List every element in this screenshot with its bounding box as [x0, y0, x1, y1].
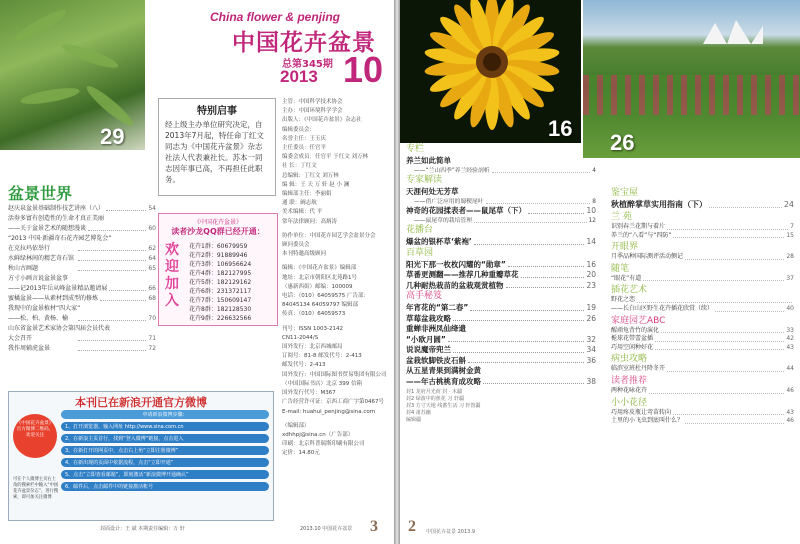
weibo-step: 3、在新打开的网页中，点击右上角“立即注册微博” — [61, 446, 269, 455]
notice-title: 特别启事 — [197, 106, 237, 117]
side-entry-title: “眼花”有道 — [611, 274, 642, 282]
dot-leader — [486, 198, 591, 205]
toc-entry-page: 72 — [148, 345, 157, 352]
article-title: 几种耐热栽苗的盆栽观赏植物 — [406, 280, 504, 290]
qq-group-box — [158, 213, 278, 326]
article-entry — [406, 270, 596, 281]
article-title: 说说魔帝兜兰 — [406, 345, 451, 354]
side-entry — [611, 387, 794, 396]
toc-entry-title: 山东省盆景艺术家协会第四届会员代表 — [8, 325, 111, 332]
toc-entry-page: 62 — [148, 245, 157, 252]
credit-line: 封4 莆苏幽 — [406, 410, 431, 416]
dot-leader — [508, 260, 585, 268]
left-footer-right: 2013.10 中国花卉盆景 — [300, 526, 353, 532]
left-footer: 封面设计：王 斌 本期责任编辑：万 轩 — [100, 526, 185, 532]
dot-leader — [453, 345, 584, 353]
toc-entry — [8, 294, 156, 304]
qq-group: 花卉5群：182129162 — [189, 279, 252, 286]
article-page: 36 — [586, 355, 596, 365]
side-entry-title: 秋植醉掌草实用指南（下） — [611, 200, 707, 209]
left-page-number: 3 — [370, 518, 378, 535]
dot-leader — [470, 303, 584, 311]
credit-line: 编辑疆 — [406, 417, 422, 423]
article-entry — [406, 335, 596, 346]
qq-group: 花卉6群：231372117 — [189, 288, 252, 295]
toc-entry-page: 71 — [148, 335, 157, 342]
right-page-number: 2 — [408, 518, 416, 535]
special-notice — [158, 98, 276, 196]
side-toc — [611, 186, 794, 426]
side-entry-page: 43 — [786, 343, 794, 351]
article-page: 20 — [586, 270, 596, 279]
side-entry — [611, 253, 794, 262]
credit-line: 封1 龙府月光荷 封 · 木疆 — [406, 389, 463, 395]
toc-entry-title: 秋山古画题 — [8, 265, 39, 272]
staff-line: CN11-2044/S — [282, 334, 319, 341]
photo-page-number-1: 16 — [548, 116, 573, 141]
side-category: 家庭园艺ABC — [611, 315, 666, 326]
article-title: 草莓盆栽攻略 — [406, 313, 451, 323]
side-entry-page: 24 — [783, 200, 794, 209]
weibo-title: 本刊已在新浪开通官方微博 — [75, 396, 207, 409]
toc-entry — [8, 214, 156, 224]
staff-line: 常年法律顾问：高炳涛 — [282, 218, 338, 225]
issue-number: 总第345期 — [282, 59, 333, 70]
left-page — [0, 0, 394, 544]
staff-line: 84045134 64059797 编辑部 — [282, 302, 358, 309]
staff-line: 出版人：《中国花卉盆景》杂志社 — [282, 117, 362, 124]
toc-entry — [8, 224, 156, 234]
side-entry-title: 栀球花带蕾盆插 — [611, 335, 654, 343]
article-entry — [406, 156, 596, 167]
article-page: 38 — [586, 376, 596, 386]
toc-entry-page: 70 — [148, 315, 157, 322]
subtitle-page: 8 — [592, 198, 596, 205]
side-entry-title: ——长白山区野生花卉插花欣赏（续） — [611, 304, 714, 312]
side-entry-page: 7 — [790, 223, 794, 230]
toc-entry — [8, 234, 156, 244]
dot-leader — [655, 344, 784, 351]
toc-entry-title: 我作周辅虎盆景 — [8, 345, 51, 352]
side-category: 开眼界 — [611, 242, 639, 253]
side-category: 小小花径 — [611, 397, 648, 408]
dot-leader — [474, 217, 587, 224]
masthead-chinese: 中国花卉盆景 — [232, 30, 376, 56]
side-category: 随笔 — [611, 263, 630, 274]
staff-line: 国外发行代号：M367 — [282, 390, 336, 397]
dot-leader — [468, 356, 584, 364]
dot-leader — [643, 275, 784, 282]
notice-body: 经上级主办单位研究决定，自2013年7月起，特任命丁红文同志为《中国花卉盆景》杂志社法人代表兼社长。苏本一同志因年事已高，不再担任此职务。 — [165, 120, 264, 184]
side-entry-title: 识别春兰花期与着片 — [611, 223, 666, 230]
qq-welcome: 欢迎加入 — [165, 242, 179, 309]
side-entry — [611, 275, 794, 284]
masthead-english: China flower & penjing — [210, 10, 341, 24]
dot-leader — [78, 264, 146, 271]
dot-leader — [106, 204, 146, 211]
side-category: 鉴宝屋 — [611, 188, 639, 198]
photo-page-number-2: 26 — [610, 130, 635, 155]
side-entry-page: 28 — [786, 253, 794, 261]
staff-line: 传真：（010）64059573 — [282, 311, 346, 318]
toc-entry — [8, 304, 156, 314]
toc-entry — [8, 254, 156, 264]
dot-leader — [637, 296, 792, 303]
weibo-step: 申请新浪微博步骤： — [61, 410, 269, 419]
article-entry — [406, 281, 596, 292]
side-entry — [611, 335, 794, 344]
dot-leader — [88, 224, 146, 231]
staff-line: 编 辑：王 天 万 轩 赵 小 澜 — [282, 181, 350, 188]
toc-section-title: 专家解读 — [406, 175, 443, 185]
toc-entry-page: 66 — [148, 285, 156, 292]
staff-line: 协作单位：中国花卉园艺学会盆景分会 — [282, 232, 376, 239]
side-entry-title: 醒顽龟背竹的演化 — [611, 326, 660, 334]
weibo-step: 6、邮件后，点击邮件中的链接激活帐号 — [61, 482, 269, 491]
side-category: 插花艺术 — [611, 285, 648, 296]
staff-line: 订阅号：81-8 邮发代号：2-413 — [282, 353, 362, 360]
article-entry — [406, 345, 596, 356]
dot-leader — [492, 167, 591, 174]
dot-leader — [655, 335, 784, 342]
dot-leader — [483, 377, 584, 385]
staff-line: （编辑部） — [282, 422, 310, 429]
side-entry-title: 临滨室班杜丹降冬开 — [611, 365, 666, 373]
toc-entry-page: 65 — [148, 265, 157, 272]
right-page — [400, 0, 800, 544]
toc-entry-title: ——松、柏、黄杨、榆 — [8, 315, 69, 322]
side-entry — [611, 327, 794, 336]
dot-leader — [685, 417, 784, 424]
dot-leader — [673, 232, 784, 239]
article-page: 23 — [586, 280, 596, 290]
staff-line: 编辑：《中国花卉盆景》编辑部 — [282, 265, 357, 272]
side-entry-page: 42 — [786, 335, 794, 343]
staff-line: xdhhpj@sina.cn（广告部） — [282, 431, 354, 438]
article-title: 阳光下那一枚枚闪耀的“勋章” — [406, 259, 506, 269]
toc-section-title: 专栏 — [406, 144, 425, 154]
article-page: 32 — [586, 334, 596, 344]
article-page: 34 — [586, 345, 596, 354]
issue-year: 2013 — [280, 67, 318, 86]
article-entry — [406, 187, 596, 198]
side-category: 兰 苑 — [611, 212, 632, 222]
side-entry-title: 野花之恋 — [611, 296, 636, 304]
article-title: 天涯何处无芳草 — [406, 187, 459, 196]
main-toc — [406, 144, 596, 424]
article-entry — [406, 377, 596, 388]
toc-entry-title: 我现中的盆景植材“四大家” — [8, 305, 81, 312]
subtitle-text: ——借广泛应用的蜀楔尾叶 — [414, 198, 484, 205]
article-entry — [406, 260, 596, 271]
toc-entry-page: 64 — [148, 255, 157, 262]
side-entry — [611, 365, 794, 374]
dot-leader — [78, 254, 146, 261]
qq-group-list — [189, 242, 251, 323]
toc-entry-title: “2013 中国·新疆奇石花卉园艺博览会” — [8, 235, 112, 242]
toc-entry-title: 大会召开 — [8, 335, 33, 342]
dot-leader — [100, 294, 146, 301]
staff-line: 美术编辑：代 平 — [282, 209, 323, 216]
article-page: 26 — [586, 313, 596, 323]
side-entry-page: 43 — [786, 408, 794, 416]
staff-line: 主办：中国环境科学学会 — [282, 108, 343, 115]
cover-credits — [406, 389, 596, 424]
side-entry-title: 两种花咏花卉 — [611, 386, 648, 394]
side-entry — [611, 296, 794, 305]
side-entry-page: 15 — [786, 231, 794, 239]
toc-entry-title: ——关于盆景艺术的随想漫谈 — [8, 225, 87, 232]
staff-line: 总编辑：丁红文 刘万林 — [282, 172, 339, 179]
toc-entry-title: 水鲜绿林间的精艺奇石馆 — [8, 255, 75, 262]
side-entry — [611, 232, 794, 241]
staff-line: 主任委员：任官平 — [282, 145, 327, 152]
article-entry — [406, 356, 596, 367]
toc-entry-title: 活券多富有创造性的生命才真正美丽 — [8, 215, 105, 222]
weibo-step: 1、打开浏览器，输入网址 http://www.sina.com.cn — [61, 422, 269, 431]
article-subtitle — [406, 167, 596, 176]
qq-title: 《中国花卉盆景》 — [193, 219, 242, 226]
dot-leader — [506, 281, 585, 289]
article-title: 爆盆的银杯草‘紫袍’ — [406, 237, 472, 246]
qq-group: 花卉3群：106956624 — [189, 261, 252, 268]
side-entry — [611, 344, 794, 353]
staff-line: （惠新西街）邮编：100009 — [282, 283, 353, 290]
toc-entry — [8, 334, 156, 344]
toc-entry — [8, 204, 156, 214]
weibo-bubble: 《中国花卉盆景》官方微博二维码，欢迎关注 — [13, 414, 57, 458]
side-entry-page: 44 — [786, 365, 794, 373]
side-entry-page: 40 — [786, 304, 794, 312]
toc-entry-page: 68 — [148, 295, 156, 302]
qq-group: 花卉1群：60679959 — [189, 243, 248, 250]
dot-leader — [78, 244, 146, 251]
toc-entry — [8, 264, 156, 274]
dot-leader — [109, 284, 146, 291]
dot-leader — [715, 305, 784, 312]
toc-entry-page: 60 — [148, 225, 156, 232]
staff-line: 主管：中国科学技术协会 — [282, 99, 343, 105]
staff-line: 刊号：ISSN 1003-2142 — [282, 325, 343, 332]
weibo-steps — [61, 410, 269, 494]
article-subtitle — [406, 198, 596, 207]
article-title: 年宵花的“第二春” — [406, 303, 469, 312]
article-page: 16 — [586, 259, 596, 269]
toc-section-title: 高手秘笈 — [406, 291, 443, 301]
toc-entry — [8, 344, 156, 354]
staff-line: 电话：（010）64059575 广告部： — [282, 293, 369, 300]
staff-line: 编委会成员：任官平 于红文 刘万林 — [282, 154, 368, 161]
dot-leader — [661, 327, 784, 334]
side-entry — [611, 417, 794, 426]
staff-line: E-mail: huahui_penjing@sina.com — [282, 408, 376, 415]
weibo-box — [8, 391, 274, 521]
staff-line: 通 联：阚志航 — [282, 200, 317, 207]
staff-line: 定价：14.80元 — [282, 450, 320, 457]
staff-line: 本刊特邀高级顾问 — [282, 251, 327, 258]
toc-entry — [8, 324, 156, 334]
photo-page-number: 29 — [100, 124, 125, 149]
masthead-staff-list — [282, 98, 392, 459]
toc-entry-title: 在克拉玛依举行 — [8, 245, 51, 252]
side-entry-page: 37 — [786, 274, 794, 282]
staff-line: 顾问委员会 — [282, 242, 310, 249]
side-entry-page: 33 — [786, 326, 794, 334]
article-page: 19 — [586, 303, 596, 312]
credit-line: 封3 方寸天地 线蓄生活 习 轩馆疆 — [406, 403, 481, 409]
subtitle-text: ——“兰山四季”养兰经验剖析 — [414, 167, 490, 174]
qq-group: 花卉9群：226632566 — [189, 315, 252, 322]
article-title: 盆栽软脚铁皮石斛 — [406, 355, 466, 365]
article-title: 从五星青果到满树金黄 — [406, 366, 481, 375]
article-entry — [406, 366, 596, 377]
staff-line: （中国国际书店）北京 399 信箱 — [282, 380, 362, 387]
side-category: 病虫攻略 — [611, 354, 648, 365]
article-entry — [406, 237, 596, 248]
side-entry-title: 巧用疼皮瓶让弯苗转向 — [611, 408, 672, 416]
subtitle-page: 4 — [592, 167, 596, 174]
side-entry-page: 46 — [786, 417, 794, 425]
right-footer: 中国花卉盆景 2013.9 — [426, 529, 476, 535]
credit-line: 封2 绿波中的蕉花 习 轩疆 — [406, 396, 464, 402]
dot-leader — [709, 199, 782, 208]
side-entry — [611, 199, 794, 210]
side-entry — [611, 223, 794, 232]
section-title-penjing-world: 盆景世界 — [8, 184, 73, 203]
article-entry — [406, 303, 596, 314]
qq-group: 花卉7群：150609147 — [189, 297, 252, 304]
qq-group: 花卉8群：182128530 — [189, 306, 252, 313]
qq-group: 花卉4群：182127995 — [189, 270, 252, 277]
staff-line: 名誉主任：王玉庆 — [282, 135, 327, 142]
side-entry-title: 土里的小飞虫到底叫什么？ — [611, 417, 684, 425]
article-entry — [406, 206, 596, 217]
toc-entry — [8, 274, 156, 284]
dot-leader — [448, 335, 585, 343]
issue-month: 10 — [343, 49, 384, 90]
article-entry — [406, 324, 596, 335]
article-title: 养兰如此简单 — [406, 156, 451, 165]
side-entry-page: 46 — [786, 386, 794, 394]
toc-entry-title: ——记2013年岳从峰盆景精品邀请展 — [8, 285, 108, 292]
qq-group: 花卉2群：91889946 — [189, 252, 248, 259]
penjing-toc — [8, 204, 156, 354]
dot-leader — [521, 270, 585, 278]
side-entry-title: 月季品种国际测评活动侧记 — [611, 253, 684, 261]
toc-entry — [8, 314, 156, 324]
dot-leader — [649, 387, 784, 394]
staff-line: 国外发行：北京西城邮局 — [282, 344, 343, 351]
dot-leader — [78, 344, 146, 351]
weibo-note: 可在个人微博主页右上角的搜索栏中输入“中国花卉盆景杂志”，进行搜索，即可加关注微博 — [13, 477, 59, 500]
article-title: 重蝉非洲凤仙绛遗 — [406, 324, 466, 333]
side-entry — [611, 305, 794, 314]
dot-leader — [453, 314, 584, 322]
article-title: 神奇的花园揉表者——鼠尾草（下） — [406, 206, 526, 215]
toc-entry-title: 赵庆泉盆景基础制作技艺讲座（八） — [8, 205, 105, 212]
staff-line: 社 长：丁红文 — [282, 163, 317, 170]
staff-line: 邮发代号：2-413 — [282, 362, 326, 369]
dot-leader — [528, 206, 584, 214]
qq-subtitle: 读者沙龙QQ群已经开通： — [171, 227, 265, 236]
side-entry-title: 养兰的“八看”与“四防” — [611, 231, 672, 239]
weibo-step: 4、在新出现的页面中依据流程，点击“立即开通” — [61, 458, 269, 467]
article-title: ——年古桃桃育成攻略 — [406, 376, 481, 386]
toc-section-title: 百草园 — [406, 247, 434, 258]
dot-leader — [667, 223, 788, 230]
dot-leader — [78, 334, 146, 341]
article-entry — [406, 314, 596, 325]
staff-line: 国外发行：中国国际图书贸易集团有限公司 — [282, 371, 387, 378]
article-page: 14 — [586, 237, 596, 246]
staff-line: 编辑部主任：李丽娟 — [282, 191, 332, 198]
toc-entry-title: 方寸小画言说盆景盆事 — [8, 275, 69, 282]
staff-line: 地址：北京市朝阳区北苑路1号 — [282, 274, 358, 281]
dot-leader — [78, 314, 146, 321]
staff-line: 广告经营许可证：京西工商广字第0467号 — [282, 399, 384, 406]
dot-leader — [667, 365, 784, 372]
toc-entry — [8, 284, 156, 294]
article-title: “小欧月圆” — [406, 334, 446, 344]
toc-section-title: 花播台 — [406, 225, 434, 235]
article-subtitle — [406, 217, 596, 226]
side-entry-title: 巧用空闲种好花 — [611, 343, 654, 351]
dot-leader — [685, 253, 784, 260]
side-entry — [611, 409, 794, 418]
toc-entry-title: 蜜橘盆景——从素材到成型的修炼 — [8, 295, 99, 302]
dot-leader — [673, 409, 784, 416]
subtitle-page: 12 — [588, 217, 596, 224]
article-title: 草番更测翻——推荐几种重瓣草花 — [406, 270, 519, 279]
side-category: 读者推荐 — [611, 375, 648, 386]
weibo-step: 5、点击“立即查看邮箱”，即刻激活“新浪微博开通确认” — [61, 470, 269, 479]
staff-line: 编辑委员会： — [282, 126, 316, 133]
weibo-step: 2、在新浪主页首行，找到“登入微博”链接，点击进入 — [61, 434, 269, 443]
toc-entry-page: 54 — [148, 205, 156, 212]
subtitle-text: ——鼠尾草的栽培管理 — [414, 217, 472, 224]
dot-leader — [474, 237, 585, 245]
staff-line: 印刷：北京科普瑞斯印刷有限公司 — [282, 441, 365, 448]
article-page: 10 — [586, 206, 596, 215]
toc-entry — [8, 244, 156, 254]
